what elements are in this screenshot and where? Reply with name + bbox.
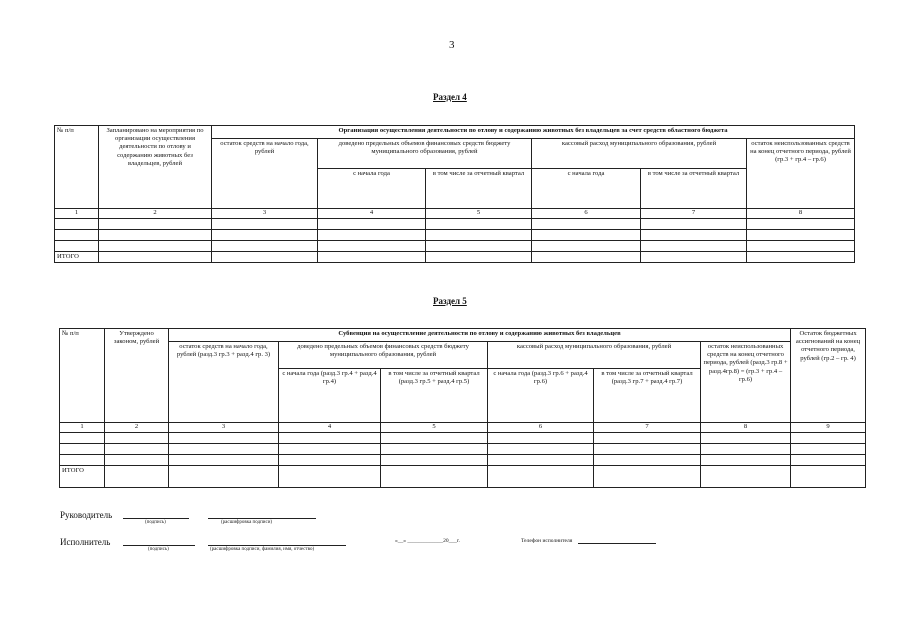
s4-colnum: 7 (641, 209, 747, 219)
s5-cell[interactable] (791, 455, 866, 466)
section-4-table (54, 125, 855, 263)
s4-cell[interactable] (212, 252, 318, 263)
s4-cell[interactable] (641, 252, 747, 263)
s5-col4-header: с начала года (разд.3 гр.4 + разд.4 гр.4) (279, 369, 381, 423)
s5-colnum: 1 (60, 423, 105, 433)
s4-cell[interactable] (426, 241, 532, 252)
s5-colnum: 8 (701, 423, 791, 433)
s5-col1-header: № п/п (60, 329, 105, 423)
s5-cell[interactable] (60, 433, 105, 444)
phone-label: Телефон исполнителя (521, 538, 573, 544)
s4-cell[interactable] (747, 230, 855, 241)
s5-col2-header: Утверждено законом, рублей (105, 329, 169, 423)
s4-col67-header: кассовый расход муниципального образования, рублей (532, 139, 747, 169)
s4-cell[interactable] (212, 241, 318, 252)
s4-cell[interactable] (99, 230, 212, 241)
s5-cell[interactable] (60, 455, 105, 466)
head-sign-caption: (подпись) (145, 520, 166, 525)
s4-cell[interactable] (532, 219, 641, 230)
head-signature-line[interactable] (123, 518, 189, 519)
s4-colnum: 4 (318, 209, 426, 219)
s5-cell[interactable] (488, 466, 594, 488)
s5-cell[interactable] (279, 444, 381, 455)
s5-cell[interactable] (279, 433, 381, 444)
table-row (60, 455, 866, 466)
s5-cell[interactable] (60, 444, 105, 455)
s4-col7-header: в том числе за отчетный квартал (641, 169, 747, 209)
s4-col4-header: с начала года (318, 169, 426, 209)
s5-cell[interactable] (594, 455, 701, 466)
table-row (55, 230, 855, 241)
s4-cell[interactable] (426, 230, 532, 241)
s4-cell[interactable] (99, 252, 212, 263)
s5-cell[interactable] (381, 433, 488, 444)
s5-col8-header: остаток неиспользованных средств на конец отчетного периода, рублей (разд.3 гр.8 + разд.4гр.8) = (гр.3 + гр.4 – гр.6) (701, 342, 791, 423)
s4-cell[interactable] (747, 219, 855, 230)
s5-total-label: ИТОГО (60, 466, 105, 488)
s5-group-header: Субвенция на осуществление деятельности по отлову и содержанию животных без владельцев (169, 329, 791, 342)
s5-cell[interactable] (488, 455, 594, 466)
s4-cell[interactable] (318, 252, 426, 263)
executor-signature-line[interactable] (123, 545, 195, 546)
s4-cell[interactable] (318, 219, 426, 230)
s4-cell[interactable] (532, 252, 641, 263)
executor-label: Исполнитель (60, 537, 111, 547)
s5-cell[interactable] (594, 444, 701, 455)
head-decode-caption: (расшифровка подписи) (221, 520, 273, 525)
executor-decode-caption: (расшифровка подписи, фамилия, имя, отчество) (210, 547, 315, 552)
s4-total-label: ИТОГО (55, 252, 99, 263)
s5-cell[interactable] (381, 455, 488, 466)
s4-colnum: 5 (426, 209, 532, 219)
s4-colnum: 8 (747, 209, 855, 219)
phone-line[interactable] (578, 543, 656, 544)
s5-cell[interactable] (701, 466, 791, 488)
s5-cell[interactable] (381, 466, 488, 488)
page-number: 3 (449, 39, 455, 51)
s4-cell[interactable] (99, 219, 212, 230)
s4-cell[interactable] (641, 230, 747, 241)
s5-cell[interactable] (169, 433, 279, 444)
s5-col45-header: доведено предельных объемов финансовых средств бюджету муниципального образования, рублей (279, 342, 488, 369)
head-decode-line[interactable] (208, 518, 316, 519)
s4-cell[interactable] (426, 252, 532, 263)
s5-cell[interactable] (594, 466, 701, 488)
s5-cell[interactable] (791, 444, 866, 455)
table-row-total (60, 466, 866, 488)
s5-cell[interactable] (791, 433, 866, 444)
s4-colnum: 3 (212, 209, 318, 219)
s4-cell[interactable] (99, 241, 212, 252)
executor-sign-caption: (подпись) (148, 547, 169, 552)
s5-colnum: 7 (594, 423, 701, 433)
s5-col7-header: в том числе за отчетный квартал (разд.3 гр.7 + разд.4 гр.7) (594, 369, 701, 423)
s4-cell[interactable] (747, 252, 855, 263)
s4-col2-header: Запланировано на мероприятия по организации осуществления деятельности по отлову и содержанию животных без владельцев, рублей (99, 126, 212, 209)
s5-cell[interactable] (701, 444, 791, 455)
s5-colnum: 2 (105, 423, 169, 433)
s5-cell[interactable] (105, 444, 169, 455)
s4-cell[interactable] (212, 219, 318, 230)
s4-cell[interactable] (55, 241, 99, 252)
s4-col8-header: остаток неиспользованных средств на конец отчетного периода, рублей (гр.3 + гр.4 – гр.6) (747, 139, 855, 209)
s5-cell[interactable] (105, 433, 169, 444)
s5-cell[interactable] (381, 444, 488, 455)
head-label: Руководитель (60, 510, 113, 520)
table-row (60, 444, 866, 455)
s5-cell[interactable] (279, 455, 381, 466)
s4-cell[interactable] (55, 230, 99, 241)
s5-colnum: 6 (488, 423, 594, 433)
s5-cell[interactable] (279, 466, 381, 488)
s4-cell[interactable] (532, 230, 641, 241)
s5-cell[interactable] (594, 433, 701, 444)
s4-cell[interactable] (641, 241, 747, 252)
s5-cell[interactable] (701, 433, 791, 444)
table-row (55, 219, 855, 230)
s4-cell[interactable] (55, 219, 99, 230)
s5-colnum: 4 (279, 423, 381, 433)
executor-decode-line[interactable] (208, 545, 346, 546)
s5-cell[interactable] (169, 466, 279, 488)
s5-cell[interactable] (488, 444, 594, 455)
s4-colnum: 1 (55, 209, 99, 219)
s4-colnum: 2 (99, 209, 212, 219)
s5-cell[interactable] (488, 433, 594, 444)
section-4-title: Раздел 4 (433, 92, 467, 102)
s4-cell[interactable] (641, 219, 747, 230)
section-5-table (59, 328, 866, 488)
date-field[interactable]: «__» _____________20___г. (395, 538, 460, 544)
s5-cell[interactable] (791, 466, 866, 488)
s5-cell[interactable] (105, 466, 169, 488)
s4-col5-header: в том числе за отчетный квартал (426, 169, 532, 209)
s5-cell[interactable] (169, 455, 279, 466)
s5-cell[interactable] (701, 455, 791, 466)
s5-col6-header: с начала года (разд.3 гр.6 + разд.4 гр.6) (488, 369, 594, 423)
s5-col67-header: кассовый расход муниципального образования, рублей (488, 342, 701, 369)
s5-col9-header: Остаток бюджетных ассигнований на конец отчетного периода, рублей (гр.2 – гр. 4) (791, 329, 866, 423)
s4-col1-header: № п/п (55, 126, 99, 209)
s4-colnum: 6 (532, 209, 641, 219)
s4-col45-header: доведено предельных объемов финансовых средств бюджету муниципального образования, рублей (318, 139, 532, 169)
table-row-total (55, 252, 855, 263)
s5-col5-header: в том числе за отчетный квартал (разд.3 гр.5 + разд.4 гр.5) (381, 369, 488, 423)
table-row (55, 241, 855, 252)
s5-cell[interactable] (169, 444, 279, 455)
table-row (60, 433, 866, 444)
s5-col3-header: остаток средств на начало года, рублей (разд.3 гр.3 + разд.4 гр. 3) (169, 342, 279, 423)
s4-col3-header: остаток средств на начало года, рублей (212, 139, 318, 209)
s4-cell[interactable] (426, 219, 532, 230)
s4-cell[interactable] (747, 241, 855, 252)
s4-cell[interactable] (212, 230, 318, 241)
s4-cell[interactable] (532, 241, 641, 252)
s5-cell[interactable] (105, 455, 169, 466)
s5-colnum: 5 (381, 423, 488, 433)
s5-colnum: 9 (791, 423, 866, 433)
s4-col6-header: с начала года (532, 169, 641, 209)
s4-group-header: Организация осуществления деятельности по отлову и содержанию животных без владельцев за счет средств областного бюджета (212, 126, 855, 139)
s5-colnum: 3 (169, 423, 279, 433)
s4-cell[interactable] (318, 230, 426, 241)
s4-cell[interactable] (318, 241, 426, 252)
section-5-title: Раздел 5 (433, 296, 467, 306)
